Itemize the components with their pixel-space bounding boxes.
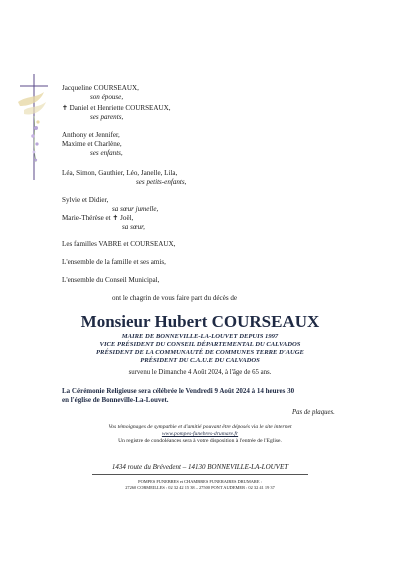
footer-line: 27260 CORMEILLES : 02 32 42 15 38 – 27500 PONT AUDEMER : 02 32 41 19 37 bbox=[125, 485, 275, 490]
family-name: L'ensemble de la famille et ses amis, bbox=[62, 258, 166, 266]
cross-icon: ✝ bbox=[62, 104, 70, 112]
title-line: PRÉSIDENT DE LA COMMUNAUTÉ DE COMMUNES TERRE D'AUGE bbox=[96, 349, 304, 356]
family-name: Maxime et Charlène, bbox=[62, 140, 122, 148]
footer-line: POMPES FUNEBRES et CHAMBRES FUNERAIRES DRUMARE : bbox=[138, 479, 262, 484]
family-relation: ses petits-enfants, bbox=[136, 178, 187, 186]
family-name: Léa, Simon, Gauthier, Léo, Janelle, Lila, bbox=[62, 169, 178, 177]
family-relation: ses parents, bbox=[90, 113, 124, 121]
family-entry bbox=[62, 84, 139, 102]
no-plaques-note: Pas de plaques. bbox=[292, 409, 335, 416]
family-name: Daniel et Henriette COURSEAUX, bbox=[69, 104, 171, 112]
family-name: Anthony et Jennifer, bbox=[62, 131, 120, 139]
family-relation: son épouse, bbox=[90, 93, 124, 101]
family-entry bbox=[62, 240, 175, 249]
family-entry bbox=[62, 104, 171, 122]
family-name: Sylvie et Didier, bbox=[62, 196, 109, 204]
cross-flower-icon bbox=[14, 72, 54, 182]
family-relation: ses enfants, bbox=[90, 149, 123, 157]
family-name: Jacqueline COURSEAUX, bbox=[62, 84, 139, 92]
family-name: L'ensemble du Conseil Municipal, bbox=[62, 276, 160, 284]
title-line: PRÉSIDENT DU C.A.U.E DU CALVADOS bbox=[140, 357, 260, 364]
title-line: VICE PRÉSIDENT DU CONSEIL DÉPARTEMENTAL DU CALVADOS bbox=[99, 341, 301, 348]
family-relation: sa sœur, bbox=[122, 223, 145, 231]
title-line: MAIRE DE BONNEVILLE-LA-LOUVET DEPUIS 1997 bbox=[121, 333, 279, 340]
death-info: survenu le Dimanche 4 Août 2024, à l'âge de 65 ans. bbox=[128, 369, 272, 376]
condolences-text: Vos témoignages de sympathie et d'amitié pouvant être déposés via le site internet bbox=[108, 424, 292, 430]
family-entry bbox=[62, 276, 159, 285]
family-entry bbox=[62, 169, 186, 187]
ceremony-line: en l'église de Bonneville-La-Louvet. bbox=[62, 396, 169, 404]
family-relation: sa sœur jumelle, bbox=[112, 205, 159, 213]
family-entry bbox=[62, 131, 123, 158]
website-link[interactable]: www.pompes-funebres-drumare.fr bbox=[161, 431, 239, 437]
family-name: Les familles VABRE et COURSEAUX, bbox=[62, 240, 176, 248]
deceased-name: Monsieur Hubert COURSEAUX bbox=[80, 312, 320, 331]
family-entry bbox=[62, 196, 158, 214]
address: 1434 route du Brévedent – 14130 BONNEVILLE-LA-LOUVET bbox=[111, 463, 289, 471]
family-name: Marie-Thérèse et ✝ Joël, bbox=[62, 214, 134, 222]
ceremony-line: La Cérémonie Religieuse sera célébrée le Vendredi 9 Août 2024 à 14 heures 30 bbox=[62, 387, 295, 395]
divider bbox=[92, 474, 308, 475]
family-entry bbox=[62, 258, 166, 267]
condolences-text: Un registre de condoléances sera à votre disposition à l'entrée de l'Eglise. bbox=[118, 438, 282, 444]
announcement: ont le chagrin de vous faire part du décès de bbox=[112, 294, 238, 302]
family-entry bbox=[62, 214, 145, 232]
